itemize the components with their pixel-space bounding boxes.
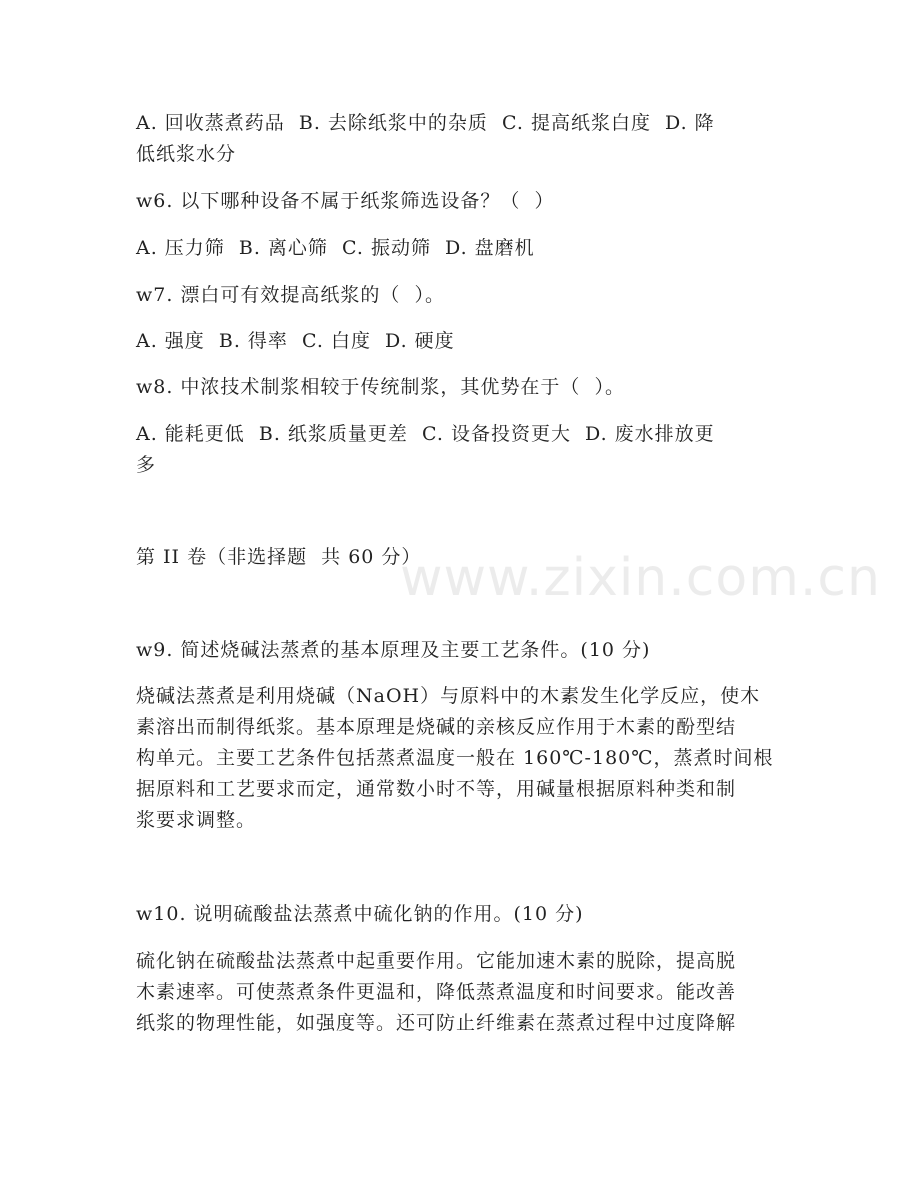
watermark: www.zixin.com.cn: [400, 548, 881, 608]
q8-question: w8. 中浓技术制浆相较于传统制浆，其优势在于（ ）。: [136, 376, 626, 398]
q8-options-line-2: 多: [136, 454, 157, 476]
q10-answer-line-2: 木素速率。可使蒸煮条件更温和，降低蒸煮温度和时间要求。能改善: [136, 981, 737, 1003]
q7-options: A. 强度 B. 得率 C. 白度 D. 硬度: [136, 330, 455, 352]
q8-options-line-1: A. 能耗更低 B. 纸浆质量更差 C. 设备投资更大 D. 废水排放更: [136, 423, 715, 445]
q10-answer-line-3: 纸浆的物理性能，如强度等。还可防止纤维素在蒸煮过程中过度降解: [136, 1012, 737, 1034]
q6-options: A. 压力筛 B. 离心筛 C. 振动筛 D. 盘磨机: [136, 237, 535, 259]
q9-answer-line-2: 素溶出而制得纸浆。基本原理是烧碱的亲核反应作用于木素的酚型结: [136, 716, 737, 738]
q7-question: w7. 漂白可有效提高纸浆的（ ）。: [136, 284, 446, 306]
q9-answer-line-1: 烧碱法蒸煮是利用烧碱（NaOH）与原料中的木素发生化学反应，使木: [136, 685, 761, 707]
section-2-title: 第 II 卷（非选择题 共 60 分）: [136, 546, 422, 568]
q9-answer-line-3: 构单元。主要工艺条件包括蒸煮温度一般在 160℃-180℃，蒸煮时间根: [136, 747, 774, 769]
q6-question: w6. 以下哪种设备不属于纸浆筛选设备？（ ）: [136, 190, 555, 212]
q5-options-line-1: A. 回收蒸煮药品 B. 去除纸浆中的杂质 C. 提高纸浆白度 D. 降: [136, 112, 715, 134]
q9-question: w9. 简述烧碱法蒸煮的基本原理及主要工艺条件。(10 分): [136, 639, 651, 661]
q5-options-line-2: 低纸浆水分: [136, 143, 237, 165]
q9-answer-line-5: 浆要求调整。: [136, 809, 257, 831]
q10-answer-line-1: 硫化钠在硫酸盐法蒸煮中起重要作用。它能加速木素的脱除，提高脱: [136, 950, 737, 972]
q9-answer-line-4: 据原料和工艺要求而定，通常数小时不等，用碱量根据原料种类和制: [136, 778, 737, 800]
q10-question: w10. 说明硫酸盐法蒸煮中硫化钠的作用。(10 分): [136, 903, 584, 925]
